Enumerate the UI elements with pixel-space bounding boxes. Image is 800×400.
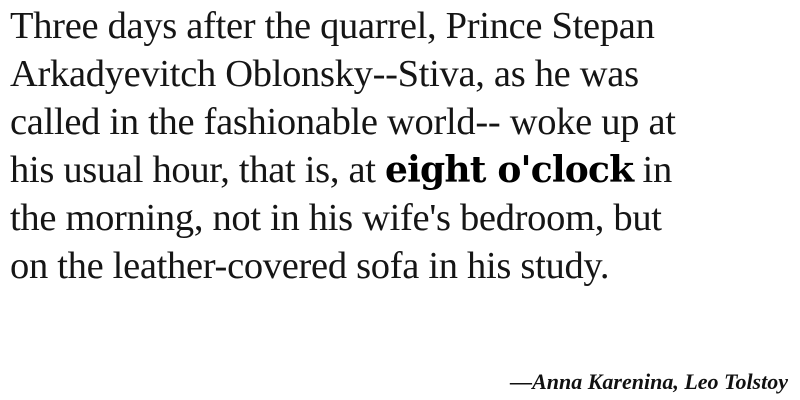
quote-line-3: called in the fashionable world-- woke up at — [10, 101, 676, 143]
quote-paragraph — [10, 2, 795, 290]
quote-line-5: the morning, not in his wife's bedroom, but — [10, 197, 662, 239]
quote-line-2: Arkadyevitch Oblonsky--Stiva, as he was — [10, 53, 639, 95]
quote-attribution: —Anna Karenina, Leo Tolstoy — [510, 369, 788, 394]
quote-line-1: Three days after the quarrel, Prince Stepan — [10, 5, 655, 47]
quote-line-4-end: in — [633, 149, 672, 191]
quote-emphasis: eight o'clock — [385, 149, 634, 191]
quote-line-6: on the leather-covered sofa in his study. — [10, 245, 610, 287]
quote-line-4-start: his usual hour, that is, at — [10, 149, 386, 191]
